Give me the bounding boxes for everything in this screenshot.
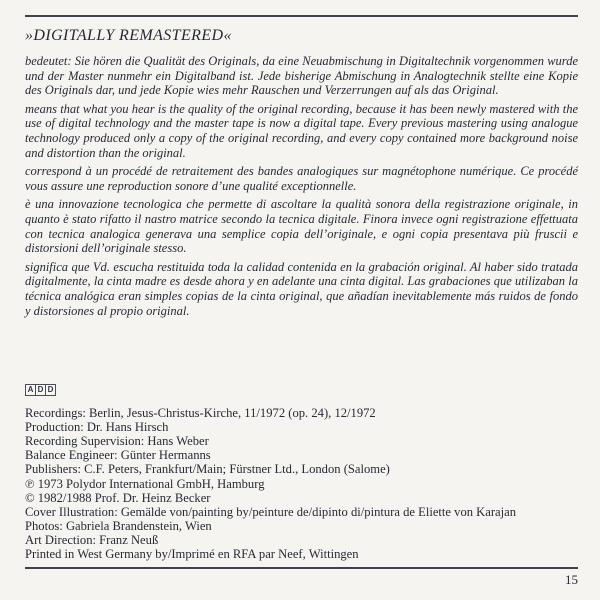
page-title: »DIGITALLY REMASTERED« xyxy=(25,27,232,44)
spars-letter-d2: D xyxy=(45,384,56,396)
credit-photos: Photos: Gabriela Brandenstein, Wien xyxy=(25,518,212,533)
paragraph-french: correspond à un procédé de retraitement des bandes analogiques sur magnétophone numérique. Ce procédé vous assure une reproduction sonore d’une qualité exceptionnelle. xyxy=(25,164,578,193)
credit-art-direction: Art Direction: Franz Neuß xyxy=(25,532,159,547)
paragraph-german: bedeutet: Sie hören die Qualität des Originals, da eine Neuabmischung in Digitaltechnik vorgenommen wurde und der Master nunmehr ein Digitalband ist. Jede bisherige Abmischung in Analogtechnik stellte eine Kopie des Originals dar, und jede Kopie wies mehr Rauschen und Verzerrungen auf als das Original. xyxy=(25,54,578,98)
credit-printed-in: Printed in West Germany by/Imprimé en RFA par Neef, Wittingen xyxy=(25,547,359,562)
credit-balance-engineer: Balance Engineer: Günter Hermanns xyxy=(25,448,211,463)
credit-cover-illustration: Cover Illustration: Gemälde von/painting by/peinture de/dipinto di/pintura de Eliette von Karajan xyxy=(25,504,517,519)
credit-recording-supervision: Recording Supervision: Hans Weber xyxy=(25,434,209,449)
credit-phonogram-copyright: ℗ 1973 Polydor International GmbH, Hamburg xyxy=(25,476,265,491)
credit-production: Production: Dr. Hans Hirsch xyxy=(25,420,169,435)
credit-publishers: Publishers: C.F. Peters, Frankfurt/Main; Fürstner Ltd., London (Salome) xyxy=(25,462,390,477)
paragraph-italian: è una innovazione tecnologica che permette di ascoltare la qualità sonora della registrazione originale, in quanto è stato rifatto il nastro matrice secondo la tecnica digitale. Finora invece ogni registrazione effettuata con tecnica analogica generava una semplice copia dell’originale, e ogni copia presentava più fruscii e distorsioni dell’originale stesso. xyxy=(25,197,578,256)
top-rule xyxy=(25,15,578,17)
credit-recordings: Recordings: Berlin, Jesus-Christus-Kirche, 11/1972 (op. 24), 12/1972 xyxy=(25,406,376,421)
page-number: 15 xyxy=(565,572,578,587)
paragraph-english: means that what you hear is the quality of the original recording, because it has been newly mastered with the use of digital technology and the master tape is now a digital tape. Every previous mastering using analogue technology produced only a copy of the original recording, and every copy contained more background noise and distortion than the original. xyxy=(25,101,578,160)
remaster-notes xyxy=(25,54,578,318)
paragraph-spanish: significa que Vd. escucha restituida toda la calidad contenida en la grabación original. Al haber sido tratada digitalmente, la cinta madre es desde ahora y en adelante una cinta digital. Las grabaciones que utilizaban la técnica analógica eran simples copias de la cinta original, que añadían inevitablemente más ruidos de fondo y distorsiones al propio original. xyxy=(25,259,578,318)
credits-list xyxy=(25,406,578,561)
credit-copyright: © 1982/1988 Prof. Dr. Heinz Becker xyxy=(25,490,211,505)
spars-code-badge xyxy=(25,384,55,396)
spars-letter-a: A xyxy=(25,384,36,396)
spars-letter-d1: D xyxy=(35,384,46,396)
bottom-rule xyxy=(25,567,578,569)
